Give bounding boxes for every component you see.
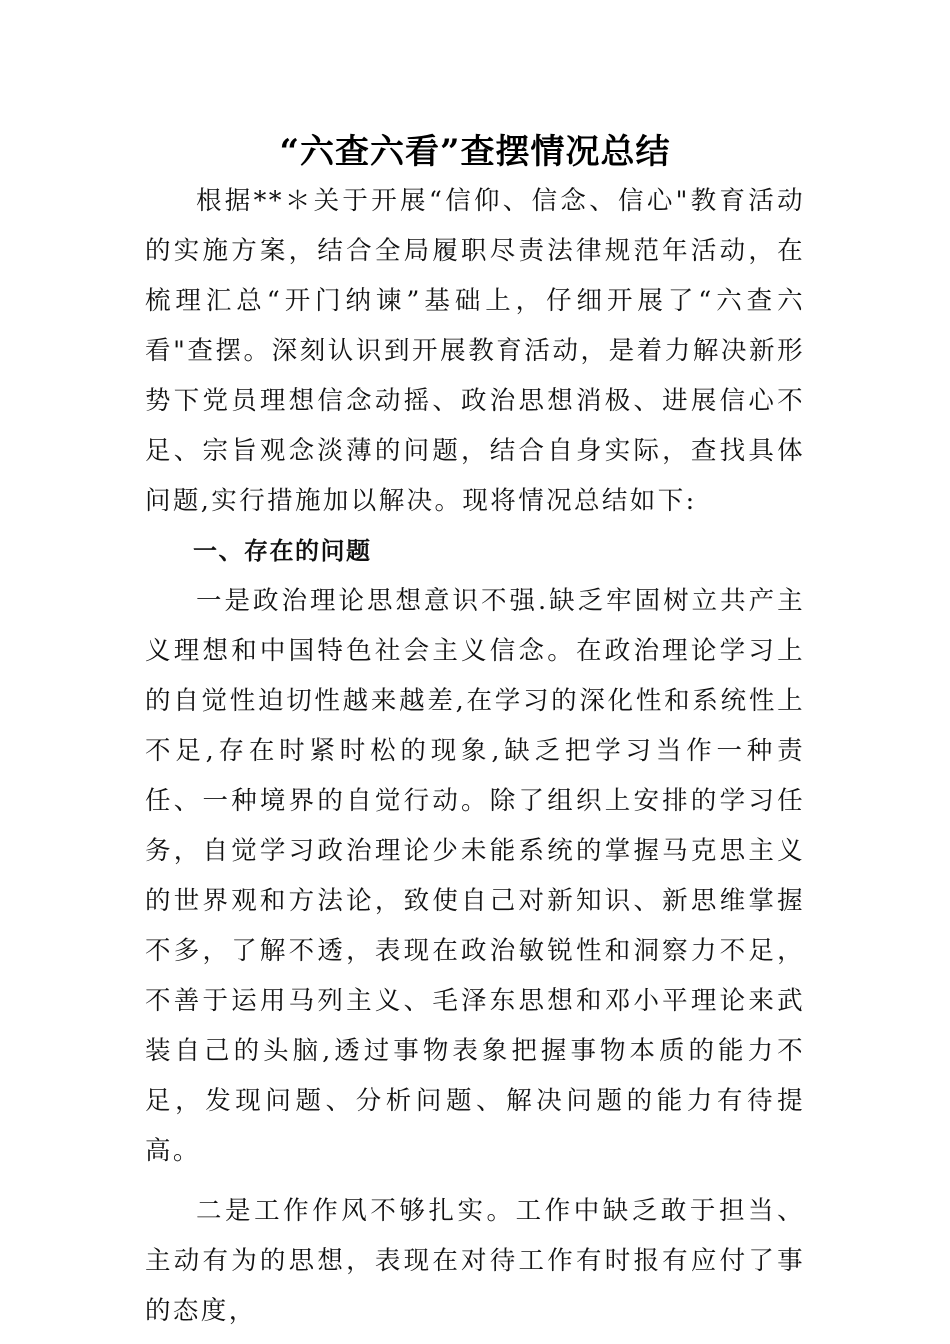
document-body bbox=[145, 176, 805, 1336]
intro-paragraph: 根据**＊关于开展“信仰、信念、信心"教育活动的实施方案，结合全局履职尽责法律规范年活动，在梳理汇总“开门纳谏”基础上，仔细开展了“六查六看"查摆。深刻认识到开展教育活动，是着力解决新形势下党员理想信念动摇、政治思想消极、进展信心不足、宗旨观念淡薄的问题，结合自身实际，查找具体问题,实行措施加以解决。现将情况总结如下: bbox=[145, 186, 805, 516]
paragraph-political-theory: 一是政治理论思想意识不强.缺乏牢固树立共产主义理想和中国特色社会主义信念。在政治理论学习上的自觉性迫切性越来越差,在学习的深化性和系统性上不足,存在时紧时松的现象,缺乏把学习当作一种责任、一种境界的自觉行动。除了组织上安排的学习任务，自觉学习政治理论少未能系统的掌握马克思主义的世界观和方法论，致使自己对新知识、新思维掌握不多，了解不透，表现在政治敏锐性和洞察力不足，不善于运用马列主义、毛泽东思想和邓小平理论来武装自己的头脑,透过事物表象把握事物本质的能力不足，发现问题、分析问题、解决问题的能力有待提高。 bbox=[145, 586, 805, 1166]
document-title: “六查六看”查摆情况总结 bbox=[279, 132, 671, 172]
paragraph-work-style: 二是工作作风不够扎实。工作中缺乏敢于担当、主动有为的思想，表现在对待工作有时报有应付了事的态度， bbox=[145, 1196, 805, 1326]
section-heading-problems: 一、存在的问题 bbox=[193, 537, 372, 565]
